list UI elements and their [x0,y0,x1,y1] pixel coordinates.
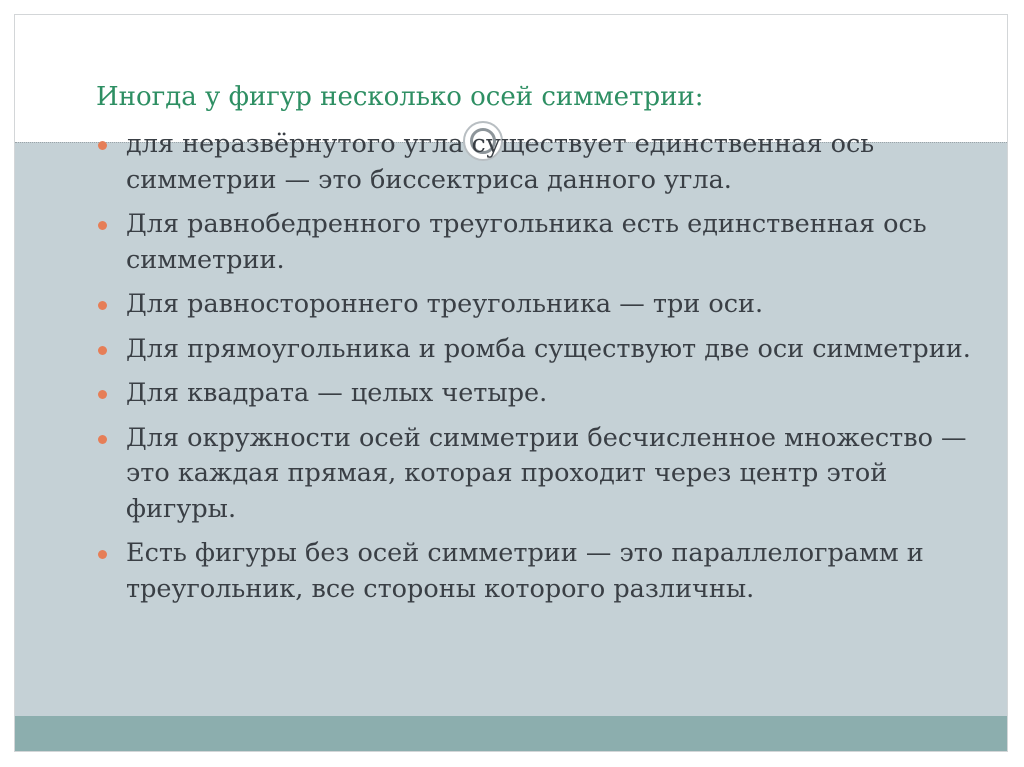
bullet-icon [98,221,107,230]
list-item [96,332,976,368]
list-item [96,207,976,278]
list-item [96,287,976,323]
list-item-text: Для квадрата — целых четыре. [126,378,548,408]
list-item-text: Для равнобедренного треугольника есть единственная ось симметрии. [126,209,927,275]
bullet-icon [98,435,107,444]
list-item [96,127,976,198]
bullet-icon [98,301,107,310]
bullet-icon [98,346,107,355]
list-item-text: Есть фигуры без осей симметрии — это параллелограмм и треугольник, все стороны которого различны. [126,538,924,604]
bullet-icon [98,141,107,150]
list-item [96,536,976,607]
bullet-list [96,127,976,616]
bullet-icon [98,550,107,559]
list-item-text: Для равностороннего треугольника — три оси. [126,289,764,319]
list-item-text: Для окружности осей симметрии бесчисленное множество — это каждая прямая, которая проходит через центр этой фигуры. [126,422,967,524]
list-item [96,376,976,412]
list-item [96,421,976,528]
slide-heading: Иногда у фигур несколько осей симметрии: [96,82,704,112]
bullet-icon [98,390,107,399]
list-item-text: Для прямоугольника и ромба существуют две оси симметрии. [126,333,971,364]
list-item-text: для неразвёрнутого угла существует единственная ось симметрии — это биссектриса данного угла. [126,129,875,195]
